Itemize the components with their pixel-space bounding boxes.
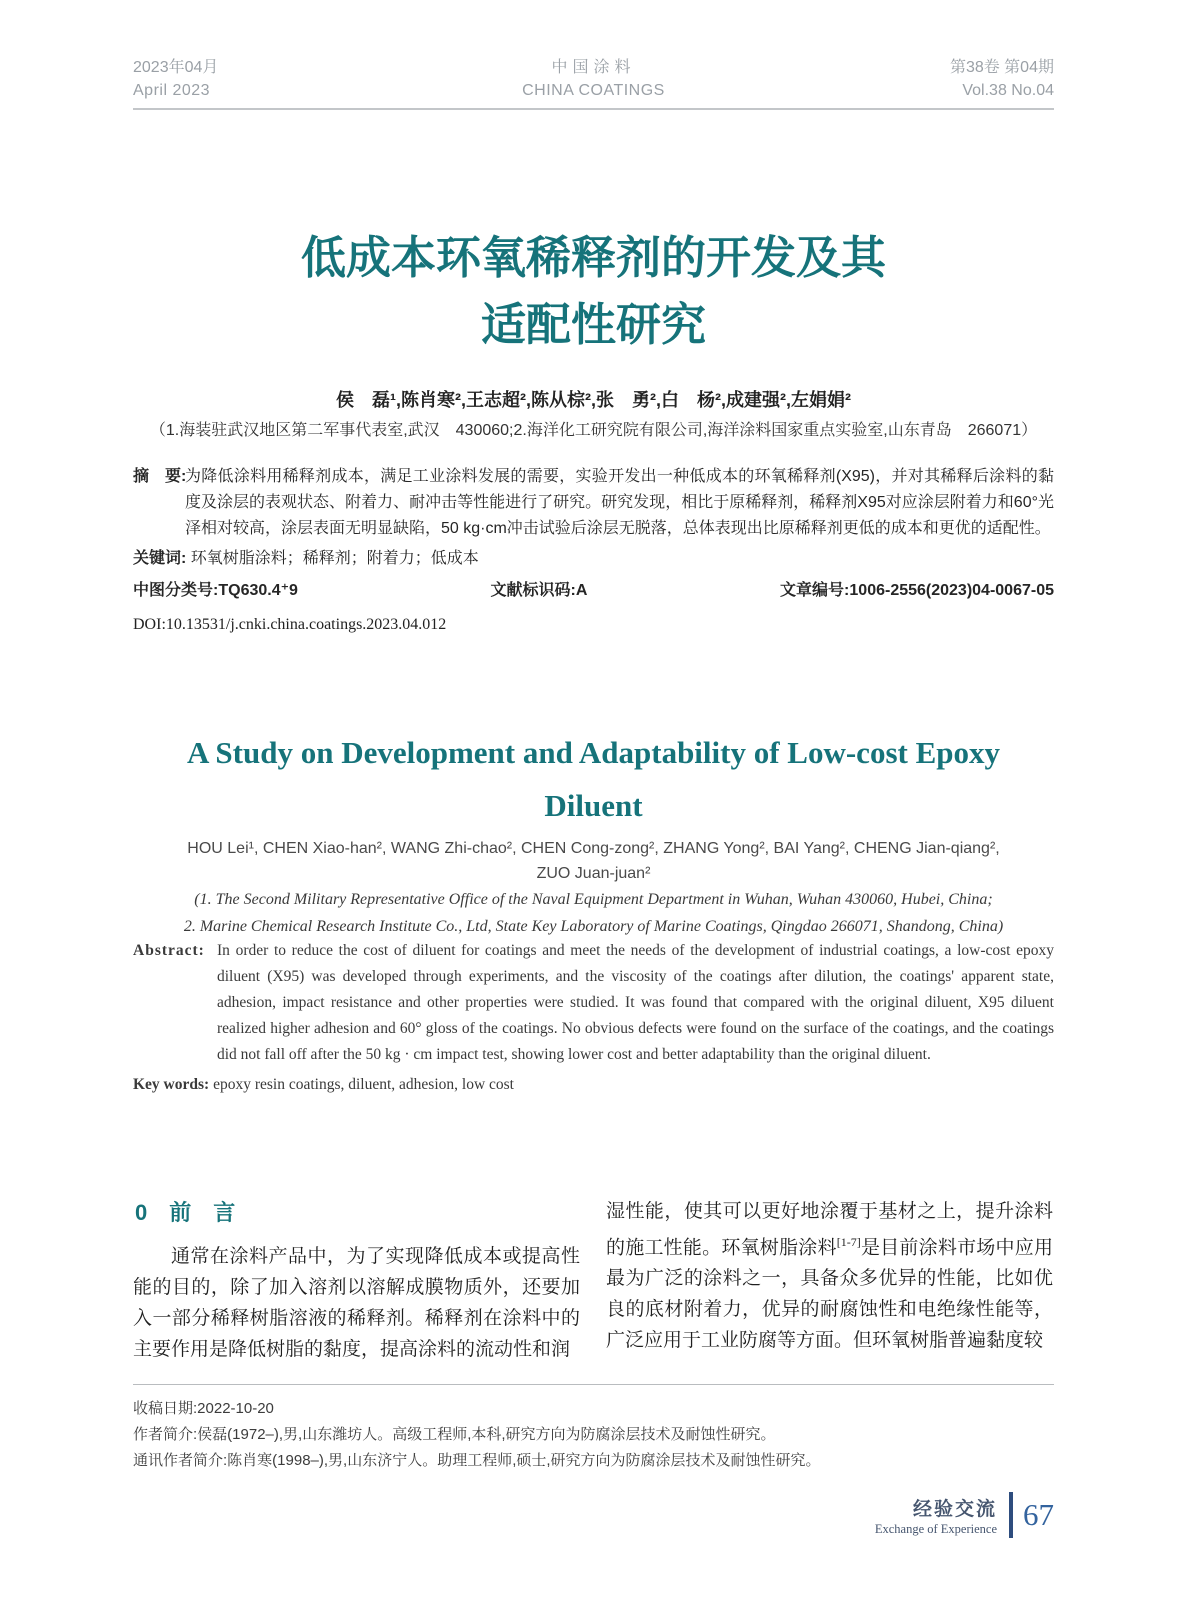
header-date-en: April 2023 — [133, 82, 211, 99]
keywords-cn — [133, 546, 1054, 572]
article-title-en-line2: Diluent — [544, 788, 643, 823]
running-header — [133, 56, 1054, 102]
body-column-right — [606, 1196, 1053, 1365]
meta-block-en — [133, 938, 1054, 1098]
doc-code-label: 文献标识码: — [490, 582, 576, 599]
body-columns — [133, 1196, 1054, 1365]
article-title-cn-line2: 适配性研究 — [480, 299, 706, 350]
abstract-cn-text: 为降低涂料用稀释剂成本，满足工业涂料发展的需要，实验开发出一种低成本的环氧稀释剂(X95)，并对其稀释后涂料的黏度及涂层的表观状态、附着力、耐冲击等性能进行了研究。研究发现，相比于原稀释剂，稀释剂X95对应涂层附着力和60°光泽相对较高，涂层表面无明显缺陷，50 kg·cm冲击试验后涂层无脱落，总体表现出比原稀释剂更低的成本和更优的适配性。 — [185, 468, 1054, 537]
article-title-en — [133, 726, 1054, 832]
header-issue — [778, 56, 1054, 102]
abstract-en-label: Abstract: — [133, 942, 205, 959]
clc-item — [133, 578, 298, 604]
body-paragraph-right-pre: 湿性能，使其可以更好地涂覆于基材之上，提升涂料的施工性能。环氧树脂涂料 — [606, 1201, 1053, 1259]
footnotes — [133, 1396, 1054, 1474]
footnote-author-bio-label: 作者简介: — [133, 1426, 198, 1443]
footnote-divider — [133, 1384, 1054, 1385]
footnote-received — [133, 1396, 1054, 1422]
footer-vertical-bar — [1009, 1492, 1013, 1538]
abstract-en — [133, 938, 1054, 1068]
header-divider — [133, 108, 1054, 110]
page-number: 67 — [1023, 1497, 1054, 1532]
article-no-value: 1006-2556(2023)04-0067-05 — [849, 582, 1054, 599]
body-paragraph-right-post: 是目前涂料市场中应用最为广泛的涂料之一，具备众多优异的性能，比如优良的底材附着力，优异的耐腐蚀性和电绝缘性能等，广泛应用于工业防腐等方面。但环氧树脂普遍黏度较 — [606, 1237, 1053, 1352]
classification-row — [133, 578, 1054, 604]
header-journal-cn: 中国涂料 — [551, 59, 636, 76]
affiliation-en — [133, 886, 1054, 940]
doc-code-item — [491, 578, 588, 604]
keywords-cn-label: 关键词: — [133, 550, 187, 567]
header-issue-cn: 第38卷 第04期 — [949, 59, 1054, 76]
abstract-cn — [133, 464, 1054, 542]
keywords-cn-text: 环氧树脂涂料；稀释剂；附着力；低成本 — [190, 550, 479, 567]
article-title-cn-line1: 低成本环氧稀释剂的开发及其 — [300, 232, 886, 283]
abstract-en-text: In order to reduce the cost of diluent for coatings and meet the needs of the development of industrial coatings, a low-cost epoxy diluent (X95) was developed through experiments, and the viscosity of the coatings after dilution, the coatings' apparent state, adhesion, impact resistance and other properties were studied. It was found that compared with the original diluent, X95 diluent realized higher adhesion and 60° gloss of the coatings. No obvious defects were found on the surface of the coatings, and the coatings did not fall off after the 50 kg · cm impact test, showing lower cost and better adaptability than the original diluent. — [217, 942, 1054, 1063]
footer-column-en: Exchange of Experience — [874, 1521, 997, 1536]
affiliation-en-line2: 2. Marine Chemical Research Institute Co., Ltd, State Key Laboratory of Marine Coatings, Qingdao 266071, Shandong, China) — [183, 918, 1004, 935]
doc-code-value: A — [575, 582, 588, 599]
body-paragraph-left: 通常在涂料产品中，为了实现降低成本或提高性能的目的，除了加入溶剂以溶解成膜物质外，还要加入一部分稀释树脂溶液的稀释剂。稀释剂在涂料中的主要作用是降低树脂的黏度，提高涂料的流动性和润 — [133, 1246, 580, 1360]
header-issue-en: Vol.38 No.04 — [962, 82, 1054, 99]
footnote-received-value: 2022-10-20 — [197, 1400, 274, 1417]
clc-label: 中图分类号: — [133, 582, 219, 599]
footer-column-title — [875, 1494, 997, 1537]
article-title-cn — [133, 224, 1054, 358]
clc-value: TQ630.4⁺9 — [218, 582, 298, 599]
affiliation-cn: （1.海装驻武汉地区第二军事代表室,武汉 430060;2.海洋化工研究院有限公司,海洋涂料国家重点实验室,山东青岛 266071） — [149, 422, 1038, 439]
footnote-received-label: 收稿日期: — [133, 1400, 198, 1417]
body-paragraph-right — [606, 1196, 1053, 1356]
footnote-author-bio — [133, 1422, 1054, 1448]
footer-column-cn: 经验交流 — [912, 1498, 997, 1520]
header-date — [133, 56, 409, 102]
article-no-item — [780, 578, 1054, 604]
meta-block-cn — [133, 464, 1054, 638]
abstract-cn-label: 摘 要: — [133, 468, 187, 485]
footnote-corr-bio — [133, 1448, 1054, 1474]
keywords-en — [133, 1072, 1054, 1098]
affiliation-en-line1: (1. The Second Military Representative Office of the Naval Equipment Department in Wuhan, Wuhan 430060, Hubei, China; — [194, 891, 993, 908]
doi: DOI:10.13531/j.cnki.china.coatings.2023.04.012 — [133, 616, 447, 633]
authors-en — [133, 836, 1054, 886]
section-heading-0: 0 前 言 — [135, 1200, 236, 1225]
footnote-corr-bio-label: 通讯作者简介: — [133, 1452, 228, 1469]
keywords-en-text: epoxy resin coatings, diluent, adhesion, low cost — [213, 1076, 514, 1093]
citation-marker: [1-7] — [836, 1235, 861, 1249]
article-title-en-line1: A Study on Development and Adaptability of Low-cost Epoxy — [186, 735, 1000, 770]
article-no-label: 文章编号: — [780, 582, 850, 599]
header-journal-name — [409, 56, 777, 102]
authors-en-line2: ZUO Juan-juan² — [536, 865, 651, 882]
body-column-left — [133, 1196, 580, 1365]
footnote-author-bio-text: 侯磊(1972–),男,山东潍坊人。高级工程师,本科,研究方向为防腐涂层技术及耐蚀性研究。 — [197, 1426, 776, 1443]
header-journal-en: CHINA COATINGS — [522, 82, 665, 99]
page-footer — [133, 1492, 1054, 1538]
footnote-corr-bio-text: 陈肖寒(1998–),男,山东济宁人。助理工程师,硕士,研究方向为防腐涂层技术及耐蚀性研究。 — [227, 1452, 821, 1469]
header-date-cn: 2023年04月 — [133, 59, 219, 76]
authors-cn: 侯 磊¹,陈肖寒²,王志超²,陈从棕²,张 勇²,白 杨²,成建强²,左娟娟² — [336, 390, 851, 410]
authors-en-line1: HOU Lei¹, CHEN Xiao-han², WANG Zhi-chao², CHEN Cong-zong², ZHANG Yong², BAI Yang², CHENG Jian-qiang², — [187, 840, 1000, 857]
keywords-en-label: Key words: — [133, 1076, 210, 1093]
